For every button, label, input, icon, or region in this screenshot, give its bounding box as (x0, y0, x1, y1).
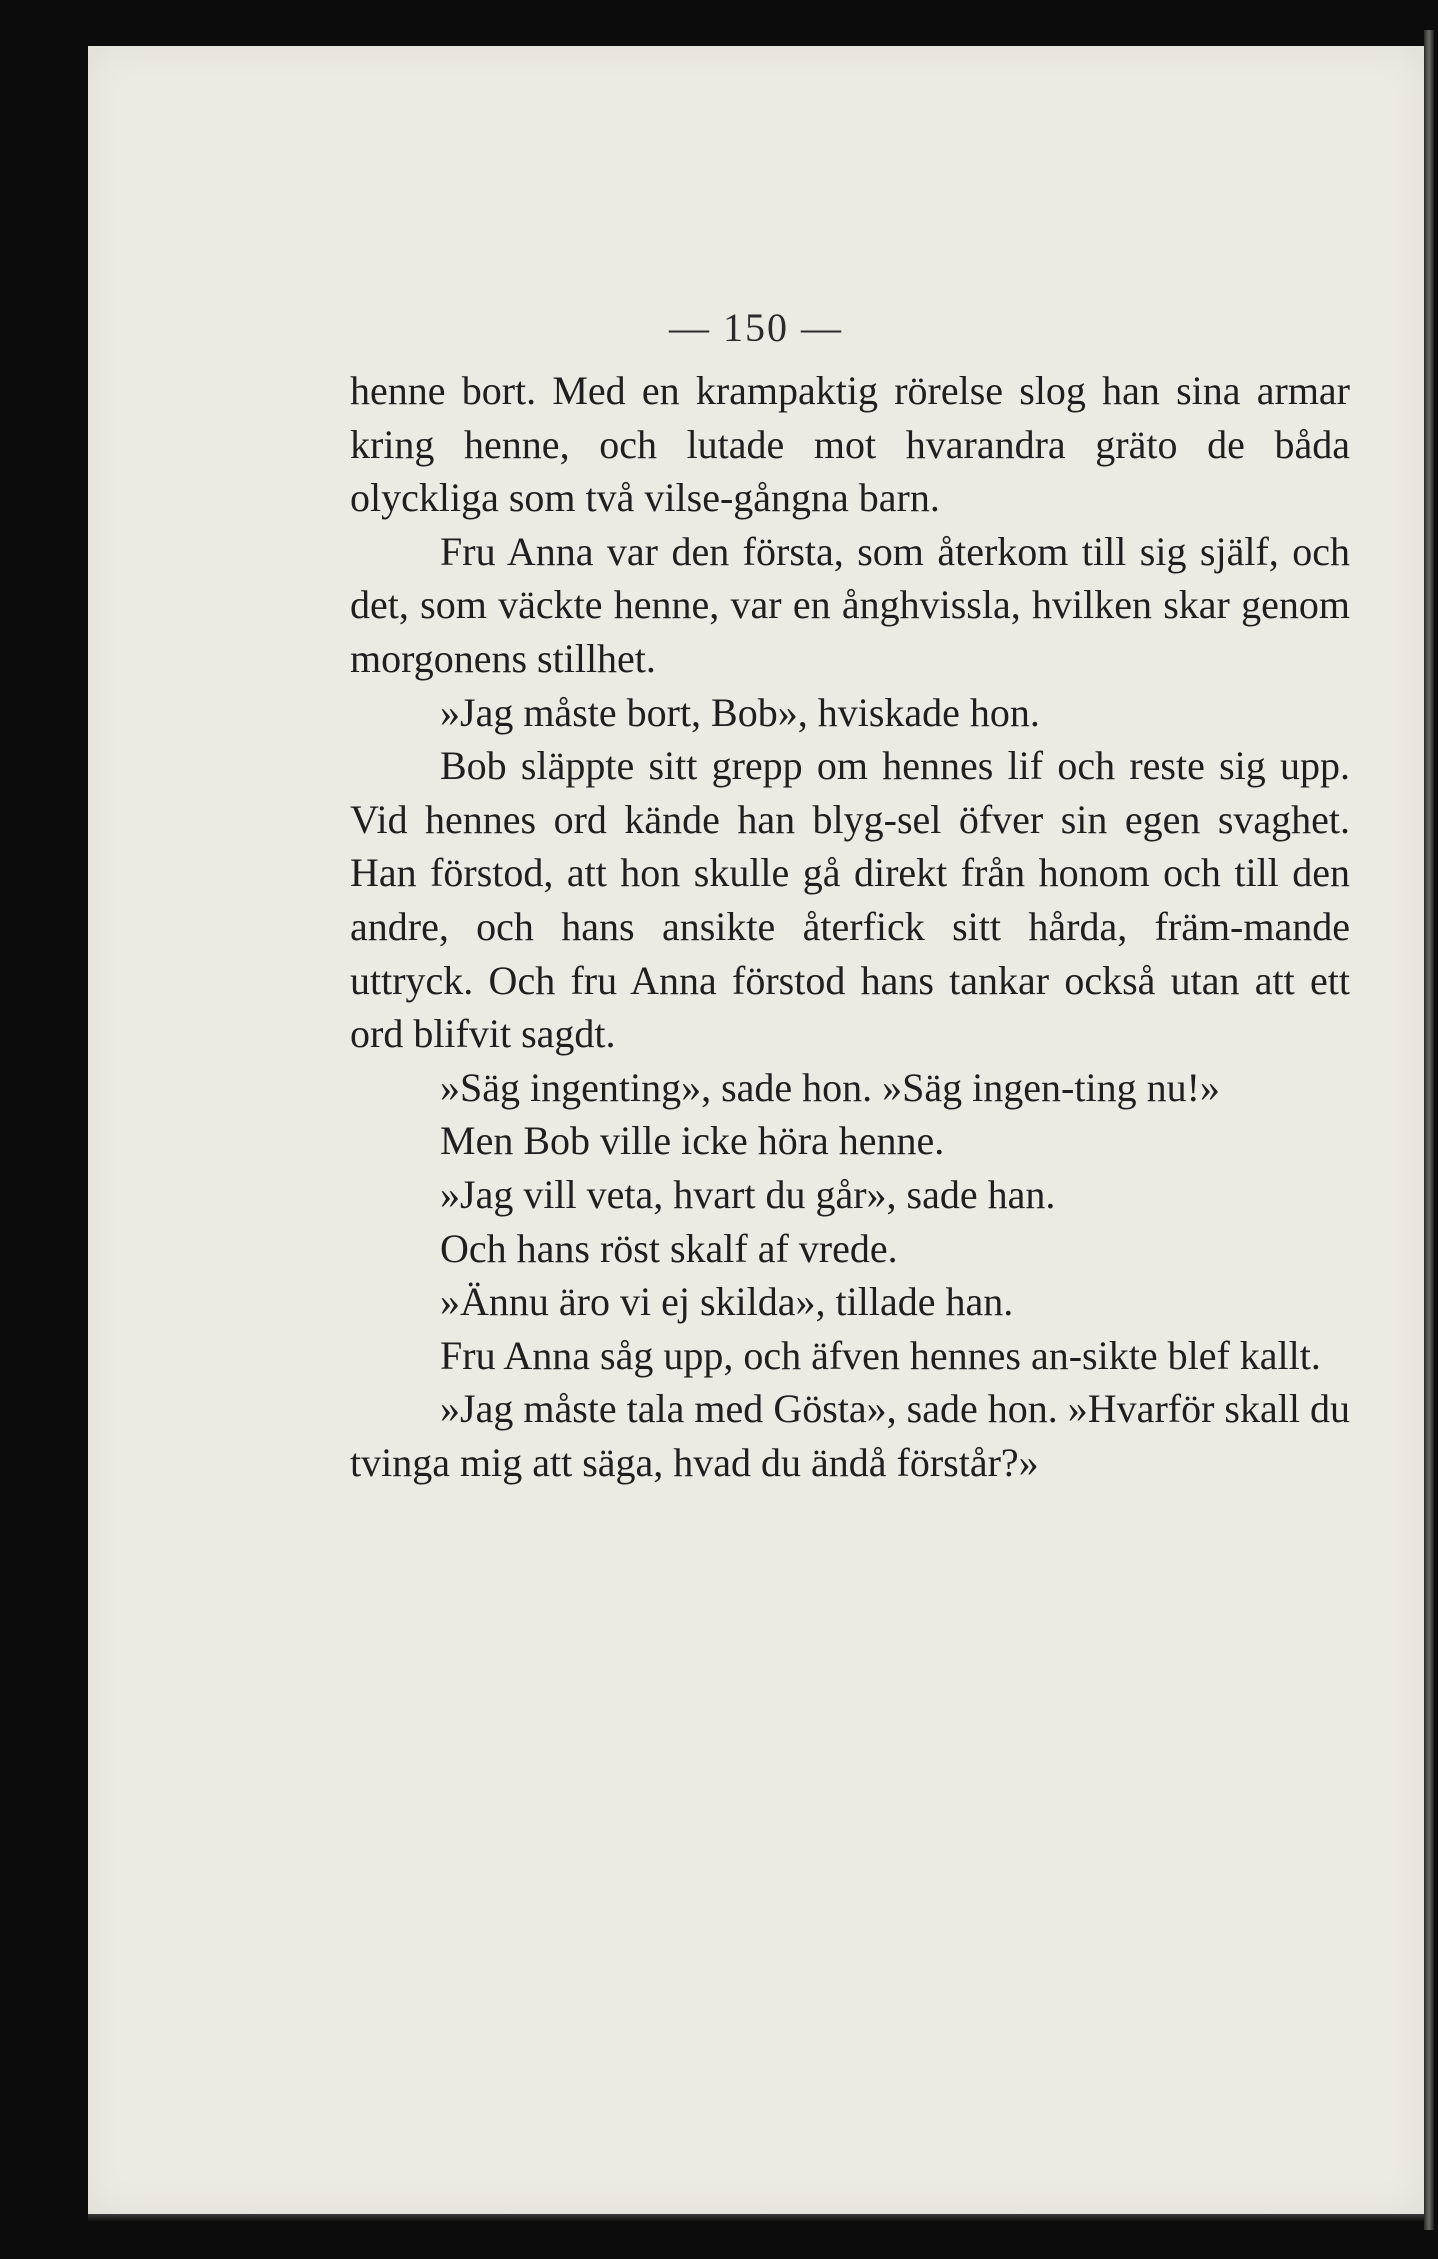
body-text (350, 364, 1350, 1489)
paragraph: »Jag måste tala med Gösta», sade hon. »Hvarför skall du tvinga mig att säga, hvad du ändå förstår?» (350, 1386, 1350, 1485)
page-number: — 150 — (669, 305, 843, 350)
paragraph: »Jag vill veta, hvart du går», sade han. (440, 1171, 1056, 1217)
book-page (88, 46, 1424, 2214)
page-bottom-shadow (88, 2214, 1424, 2222)
paragraph: Fru Anna såg upp, och äfven hennes an-sikte blef kallt. (440, 1332, 1321, 1378)
book-edge (1424, 30, 1434, 2230)
paragraph: Fru Anna var den första, som återkom till sig själf, och det, som väckte henne, var en ånghvissla, hvilken skar genom morgonens stillhet. (350, 528, 1350, 681)
paragraph: Bob släppte sitt grepp om hennes lif och reste sig upp. Vid hennes ord kände han blyg-sel öfver sin egen svaghet. Han förstod, att hon skulle gå direkt från honom och till den andre, och hans ansikte återfick sitt hårda, främ-mande uttryck. Och fru Anna förstod hans tankar också utan att ett ord blifvit sagdt. (350, 743, 1350, 1057)
paragraph: »Säg ingenting», sade hon. »Säg ingen-ting nu!» (440, 1064, 1220, 1110)
paragraph: Men Bob ville icke höra henne. (440, 1118, 945, 1164)
paragraph: Och hans röst skalf af vrede. (440, 1225, 898, 1271)
paragraph: henne bort. Med en krampaktig rörelse slog han sina armar kring henne, och lutade mot hvarandra gräto de båda olyckliga som två vilse-gångna barn. (350, 368, 1350, 521)
paragraph: »Ännu äro vi ej skilda», tillade han. (440, 1279, 1014, 1325)
paragraph: »Jag måste bort, Bob», hviskade hon. (440, 689, 1040, 735)
